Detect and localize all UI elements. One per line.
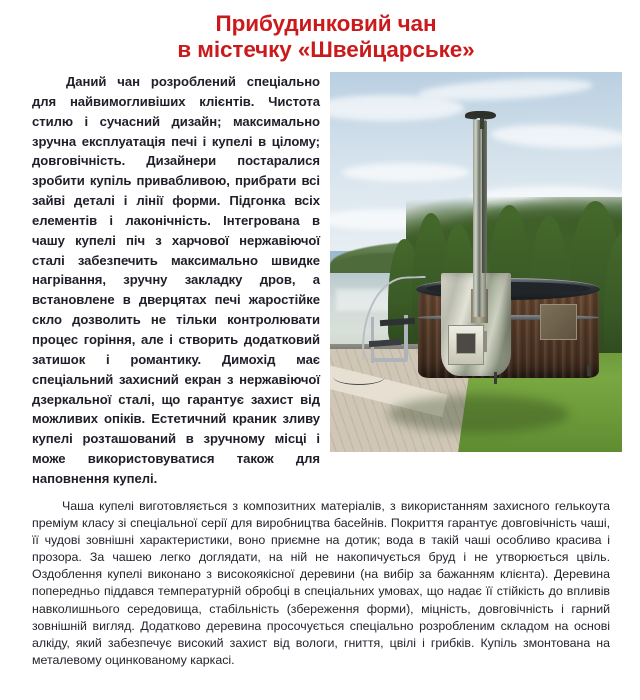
product-photo [330,72,622,452]
body-paragraph: Чаша купелі виготовляється з композитних матеріалів, з використанням захисного гелькоута преміум класу зі спеціальної серії для виробництва басейнів. Покриття гарантує довговічність чаші, її чудові зовнішні характеристики, воно приємне на дотик; вода в такій чаші особливо красива і прозора. За чашею легко доглядати, на ній не накопичується бруд і не утворюється цвіль. Оздоблення купелі виконано з високоякісної деревини (на вибір за бажанням клієнта). Деревина попередньо піддався температурній обробці в спеціальних умовах, що надає її стійкість до впливів навколишнього середовища, стабільність (збереження форми), міцність, довговічність і гарний зовнішній вигляд. Додатково деревина просочується спеціально розробленим складом на основі алкіду, який забезпечує високий захист від вологи, гниття, цвілі і грибків. Купіль змонтована на металевому оцинкованому каркасі. [32,499,610,667]
bottom-section [32,498,610,669]
top-section [0,72,640,486]
stove-door-latch [483,331,488,352]
tub-support-leg [587,365,591,376]
drain-hose [333,368,386,384]
page-title [0,0,640,62]
lead-paragraph: Даний чан розроблений спеціально для найвимогливіших клієнтів. Чистота стилю і сучасний дизайн; максимально зручна експлуатація печі і купелі в цілому; довговічність. Дизайнери постаралися зробити купіль привабливою, прибрати всі зайві деталі і лінії форми. Підгонка всіх елементів і лаконічність. Інтегрована в чашу купелі піч з харчової нержавіючої сталі забезпечить максимально швидке нагрівання, зручну закладку дров, а встановлене в дверцятах печі жаростійке скло дозволить не тільки контролювати процес горіння, але і створить додатковий затишок і романтику. Димохід має спеціальний захисний екран з нержавіючої дзеркальної сталі, що гарантує захист від можливих опіків. Естетичний краник зливу купелі розташований в зручному місці і може використовуватися також для наповнення купелі. [32,74,320,486]
tub-support-leg [494,372,498,383]
body-text-column [32,498,610,669]
tub-access-hatch [540,304,577,340]
title-line-1: Прибудинковий чан [215,11,437,36]
title-line-2: в містечку «Швейцарське» [177,37,475,62]
tub-ground-shadow [388,395,569,433]
photo-canvas [330,72,622,452]
lead-text-column [32,72,320,489]
step-frame-base [371,358,408,362]
stove-heatproof-glass [456,333,476,354]
chimney-protective-screen [482,121,488,273]
